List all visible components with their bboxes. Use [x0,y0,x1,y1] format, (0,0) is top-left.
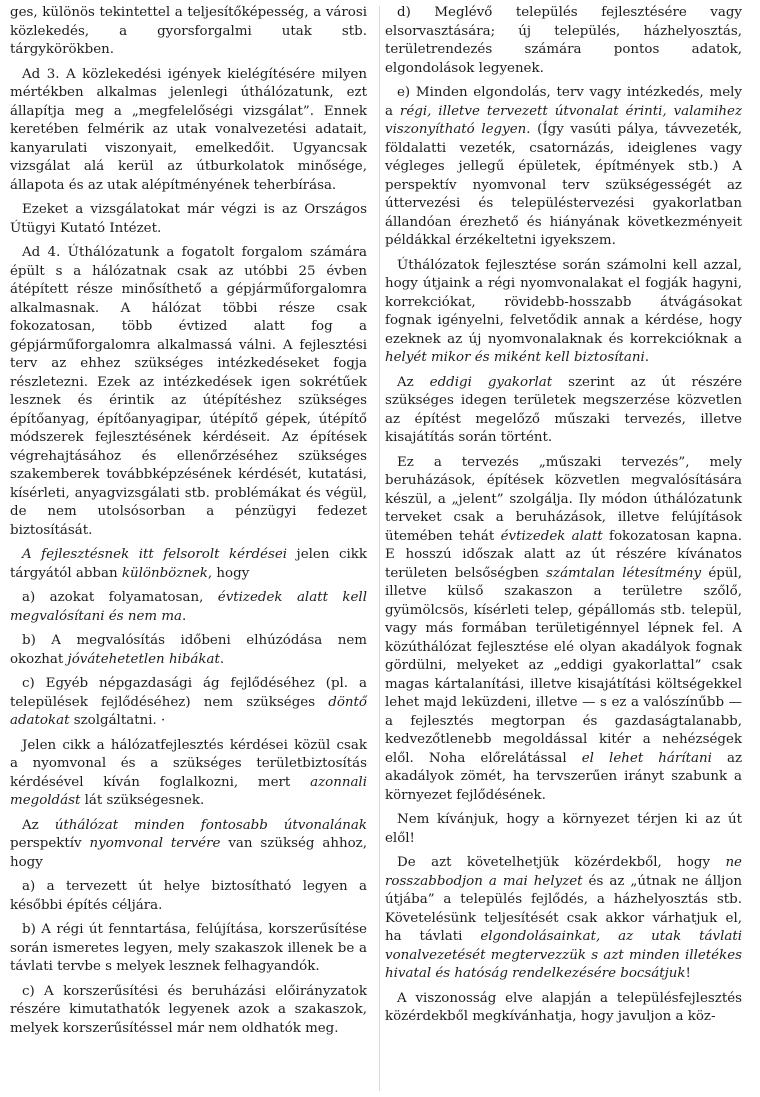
text: épül, illetve külső szakaszon a területre szőlő, gyümölcsös, kísérleti telep, gépállomás stb. települ, vagy más formában területigénnyel lépnek fel. A közúthálózat fejlesztése elé olyan akadályok fognak gördülni, melyeket az „eddigi gyakorlattal” csak magas kártalanítási, illetve kisajátítási költségekkel lehet majd leküzdeni, illetve — s ez a valószínűbb — a fejlesztés megtorpan és gazdaságtalanabb, kedvezőtlenebb megoldással kitér a nehézségek elől. Noha előrelátással [385,565,743,766]
italic-text: úthálózat minden fontosabb útvonalának [54,817,368,833]
italic-text: elgondolásainkat, az utak távlati vonalvezetését megtervezzük s azt minden illetékes hivatal és hatóság rendelkezésére bocsátjuk [385,929,743,981]
text: b) A megvalósítás időbeni elhúzódása nem okozhat [10,633,367,667]
text: a) azokat folyamatosan, [22,590,218,605]
text: szolgáltatni. · [69,713,166,728]
paragraph [10,546,367,583]
paragraph [10,632,367,669]
italic-text: helyét mikor és miként kell biztosítani [385,350,645,365]
paragraph [385,257,742,368]
paragraph [385,854,742,984]
text: De azt követelhetjük közérdekből, hogy [397,855,726,870]
italic-text: jóvátehetetlen hibákat [67,651,220,667]
text: lát szükségesnek. [80,793,205,808]
paragraph: a) a tervezett út helye biztosítható legyen a későbbi építés céljára. [10,879,367,913]
text: jelen cikk tárgyától abban [10,547,367,581]
text: és az „útnak ne álljon útjába” a település fejlődés, a házhelyosztás stb. Követelésünk teljesítését csak akkor várhatjuk el, ha távlati [385,873,742,944]
paragraph [385,374,742,448]
text: . [644,350,650,365]
text: Az [22,817,55,833]
text: c) Egyéb népgazdasági ág fejlődéséhez (pl. a települések fejlődéséhez) nem szükséges [10,676,367,710]
text: Ez a tervezés „műszaki tervezés”, mely beruházások, építések közvetlen megvalósítására készül, a „jelent” szolgálja. Ily módon úthálózatunk terveket csak a beruházások, illetve felújítások ütemében tehát [385,454,742,544]
paragraph [10,589,367,626]
text: . (Így vasúti pálya, távvezeték, földalatti vezeték, csatornázás, ideiglenes vagy végleges jellegű épületek, építmények stb.) A perspektív nyomvonal terv szükségességét az úttervezési és településtervezési gyakorlatban állandóan érezhető és hiányának következményeit példákkal érzékeltetni igyekszem. [385,122,743,248]
paragraph: Ad 4. Úthálózatunk a fogatolt forgalom számára épült s a hálózatnak csak az utóbbi 25 évben átépített része minősíthető a gépjárműforgalomra alkalmasnak. A hálózat többi része csak fokozatosan, több évtized alatt fog a gépjárműforgalomra alkalmassá válni. A fejlesztési terv az ehhez szükséges intézkedéseket fogja részletezni. Ezek az intézkedések igen sokrétűek lesznek és érintik az útépítéshez szükséges építőanyag, építőanyagipar, útépítő gépek, útépítő módszerek fejlesztésének kérdéseit. Az építések végrehajtásához és ellenőrzéséhez szükséges szakemberek továbbképzésének kérdését, kutatási, kísérleti, anyagvizsgálati stb. problémákat és végül, de nem utolsósorban a pénzügyi fedezet biztosítását. [10,245,367,538]
text: . [219,651,225,667]
paragraph: d) Meglévő település fejlesztésére vagy elsorvasztására; új település, házhelyosztás, területrendezés számára pontos adatok, elgondolások legyenek. [385,5,742,76]
italic-text: számtalan létesítmény [546,565,702,581]
text: perspektív [10,836,90,851]
italic-text: A fejlesztésnek itt felsorolt kérdései [22,547,288,562]
italic-text: évtizedek alatt [500,528,603,544]
paragraph: Ezeket a vizsgálatokat már végzi is az Országos Útügyi Kutató Intézet. [10,202,367,236]
paragraph [385,454,742,806]
text: e) Minden elgondolás, terv vagy intézkedés, mely a [385,85,742,119]
text: Úthálózatok fejlesztése során számolni kell azzal, hogy útjaink a régi nyomvonalakat el fogják hagyni, korrekciókat, rövidebb-hosszabb átvágásokat fognak igényelni, felvetődik annak a kérdése, hogy ezeknek az új nyomvonalaknak és korrekcióknak a [385,257,742,347]
italic-text: különböznek [121,565,208,581]
italic-text: régi, illetve tervezett útvonalat érinti, valamihez viszonyítható legyen [385,103,742,137]
italic-text: azonnali megoldást [10,774,367,808]
italic-text: ne rosszabbodjon a mai helyzet [385,855,742,889]
text: . [182,608,187,624]
text: Az [397,374,430,390]
text: fokozatosan kapna. E hosszú időszak alatt az út részére kívánatos területen belsőségben [385,528,743,581]
italic-text: évtizedek alatt kell megvalósítani és nem ma [10,590,367,624]
italic-text: nyomvonal tervére [89,836,221,851]
paragraph [10,737,367,811]
paragraph: Nem kívánjuk, hogy a környezet térjen ki az út elől! [385,812,742,846]
italic-text: el lehet hárítani [581,750,712,766]
text: Jelen cikk a hálózatfejlesztés kérdései közül csak a nyomvonal és a szükséges területbiztosítás kérdésével kíván foglalkozni, mert [10,737,367,790]
text: az akadályok zömét, ha tervszerűen irányt szabunk a környezet fejlődésének. [385,750,743,803]
paragraph: c) A korszerűsítési és beruházási előirányzatok részére kimutathatók legyenek azok a szakaszok, melyek korszerűsítéssel már nem oldhatók meg. [10,983,367,1036]
paragraph [10,817,367,873]
text: szerint az út részére szükséges idegen területek megszerzése közvetlen az építést megelőző műszaki tervezés, illetve kisajátítás során történt. [385,374,743,445]
text: van szükség ahhoz, hogy [10,836,367,870]
text: ! [685,966,691,981]
paragraph: Ad 3. A közlekedési igények kielégítésére milyen mértékben alkalmas jelenlegi úthálózatunk, ezt állapítja meg a „megfelelőségi vizsgálat”. Ennek keretében felmérik az utak vonalvezetési adatait, kanyarulati viszonyait, emelkedőit. Ugyancsak vizsgálat alá kerül az útburkolatok minősége, állapota és az utak alépítményének teherbírása. [10,66,367,193]
paragraph: ges, különös tekintettel a teljesítőképesség, a városi közlekedés, a gyorsforgalmi utak stb. tárgykörökben. [10,5,367,57]
paragraph: A viszonosság elve alapján a településfejlesztés közérdekből megkívánhatja, hogy javuljon a köz- [385,990,742,1024]
column-divider [379,6,380,1091]
italic-text: döntő adatokat [10,694,367,728]
paragraph [385,84,742,251]
left-column [10,4,367,1097]
italic-text: eddigi gyakorlat [429,374,553,390]
paragraph [10,675,367,731]
text: , hogy [207,565,250,581]
paragraph: b) A régi út fenntartása, felújítása, korszerűsítése során ismeretes legyen, mely szakaszok illenek be a távlati tervbe s melyek lesznek felhagyandók. [10,922,367,974]
right-column [385,4,742,1097]
